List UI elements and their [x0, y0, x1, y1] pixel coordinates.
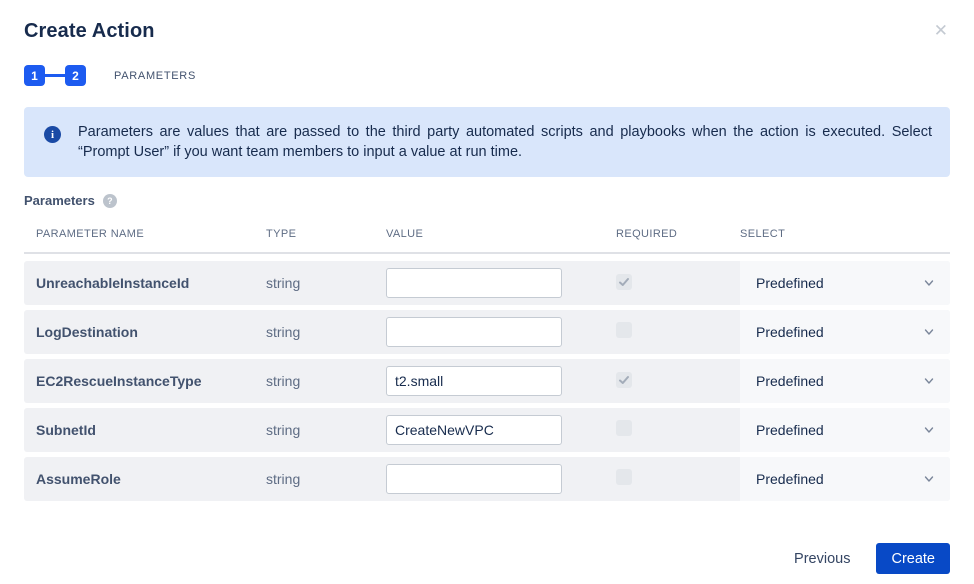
previous-button[interactable]: Previous: [794, 550, 851, 567]
chevron-down-icon: [922, 276, 936, 290]
select-value: Predefined: [756, 471, 824, 487]
table-row: [24, 408, 950, 452]
required-checkbox[interactable]: [616, 372, 632, 388]
chevron-down-icon: [922, 325, 936, 339]
select-value: Predefined: [756, 324, 824, 340]
select-dropdown[interactable]: [740, 457, 950, 501]
required-checkbox[interactable]: [616, 274, 632, 290]
required-checkbox[interactable]: [616, 322, 632, 338]
select-dropdown[interactable]: [740, 408, 950, 452]
required-checkbox[interactable]: [616, 420, 632, 436]
parameter-name: EC2RescueInstanceType: [36, 373, 202, 389]
table-header: [24, 220, 950, 254]
parameter-name: UnreachableInstanceId: [36, 275, 190, 291]
page-title: Create Action: [24, 20, 155, 42]
info-icon: i: [44, 126, 61, 143]
table-row: [24, 457, 950, 501]
step-1[interactable]: 1: [24, 65, 45, 86]
step-2[interactable]: 2: [65, 65, 86, 86]
value-input[interactable]: [386, 268, 562, 298]
select-value: Predefined: [756, 275, 824, 291]
chevron-down-icon: [922, 423, 936, 437]
chevron-down-icon: [922, 374, 936, 388]
parameter-type: string: [266, 471, 301, 487]
help-icon[interactable]: ?: [103, 194, 117, 208]
select-value: Predefined: [756, 373, 824, 389]
required-checkbox[interactable]: [616, 469, 632, 485]
select-dropdown[interactable]: [740, 310, 950, 354]
parameter-name: AssumeRole: [36, 471, 121, 487]
column-header-required: REQUIRED: [616, 228, 678, 240]
column-header-type: TYPE: [266, 228, 297, 240]
step-indicator: [24, 65, 950, 86]
parameter-rows: [24, 261, 950, 501]
parameter-type: string: [266, 422, 301, 438]
step-connector: [45, 74, 65, 77]
info-banner-text: Parameters are values that are passed to the third party automated scripts and playbooks when the action is executed. Select “Prompt User” if you want team members to input a value at run time.: [78, 124, 932, 160]
step-label: PARAMETERS: [114, 69, 196, 82]
table-row: [24, 359, 950, 403]
value-input[interactable]: [386, 415, 562, 445]
value-input[interactable]: [386, 366, 562, 396]
select-value: Predefined: [756, 422, 824, 438]
column-header-parameter-name: PARAMETER NAME: [36, 228, 145, 240]
parameters-label: Parameters: [24, 193, 95, 208]
check-icon: [618, 374, 630, 386]
check-icon: [618, 276, 630, 288]
parameter-type: string: [266, 373, 301, 389]
column-header-value: VALUE: [386, 228, 424, 240]
select-dropdown[interactable]: [740, 261, 950, 305]
parameter-name: LogDestination: [36, 324, 138, 340]
close-icon[interactable]: ✕: [930, 18, 952, 43]
select-dropdown[interactable]: [740, 359, 950, 403]
parameters-section-header: [24, 193, 950, 208]
value-input[interactable]: [386, 317, 562, 347]
chevron-down-icon: [922, 472, 936, 486]
value-input[interactable]: [386, 464, 562, 494]
table-row: [24, 310, 950, 354]
create-button[interactable]: Create: [876, 543, 950, 574]
parameter-name: SubnetId: [36, 422, 96, 438]
column-header-select: SELECT: [740, 228, 786, 240]
modal-footer: [24, 543, 950, 574]
info-banner: [24, 107, 950, 177]
parameter-type: string: [266, 324, 301, 340]
table-row: [24, 261, 950, 305]
parameter-type: string: [266, 275, 301, 291]
